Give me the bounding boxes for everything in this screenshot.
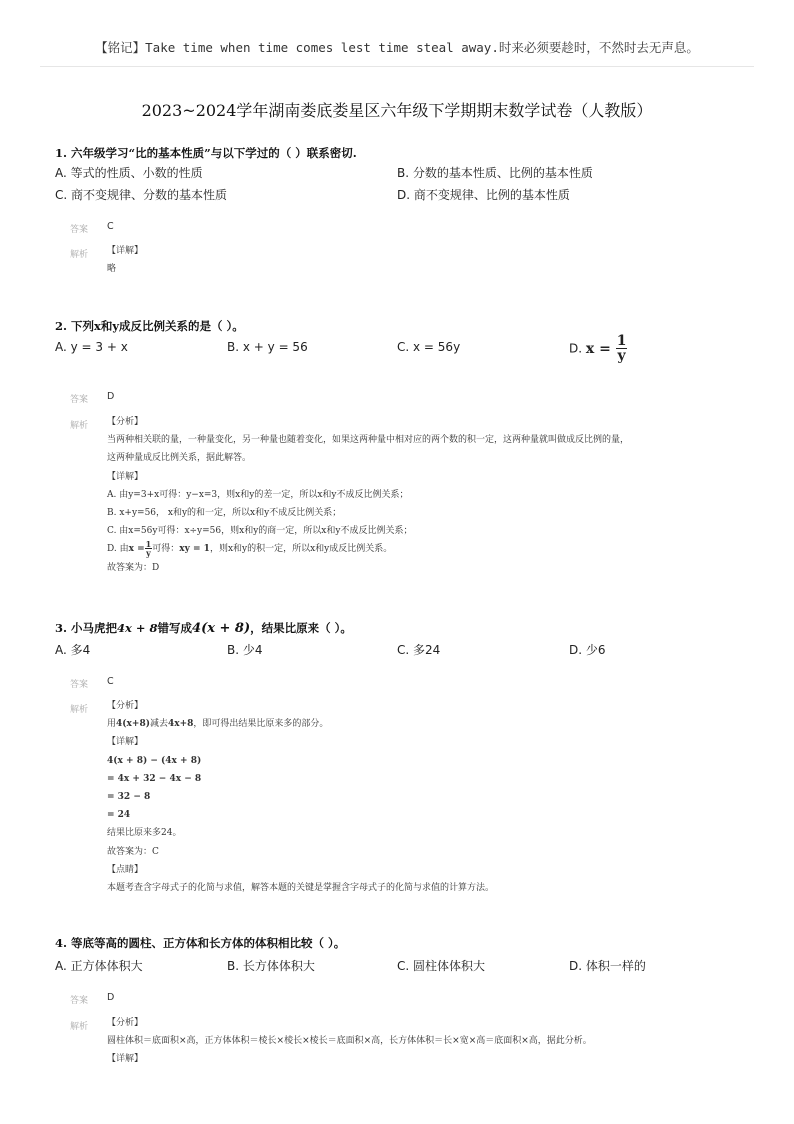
page-title: 2023~2024学年湖南娄底娄星区六年级下学期期末数学试卷（人教版）	[141, 101, 653, 120]
question-4-answer-label: 答案	[70, 996, 89, 1006]
question-1-option-c[interactable]: C. 商不变规律、分数的基本性质	[55, 188, 228, 202]
question-4-explanation: 【分析】 圆柱体积＝底面积×高，正方体体积＝棱长×棱长×棱长＝底面积×高，长方体体积＝长×宽×高＝底面积×高，据此分析。 【详解】	[107, 1018, 592, 1065]
question-4-option-d[interactable]: D. 体积一样的	[569, 959, 646, 973]
motto-header: 【铭记】Take time when time comes lest time steal away.时来必须要趁时，不然时去无声息。	[95, 40, 699, 55]
question-4-option-c[interactable]: C. 圆柱体体积大	[397, 959, 486, 973]
question-2-option-c[interactable]: C. x = 56y	[397, 340, 461, 354]
question-4-stem: 4. 等底等高的圆柱、正方体和长方体的体积相比较（ ）。	[55, 936, 346, 950]
option-d-equation: x = $\frac{1}{y}$	[585, 333, 627, 364]
question-3-analysis-label: 解析	[70, 705, 89, 715]
question-1-answer-label: 答案	[70, 225, 89, 235]
question-3-option-b[interactable]: B. 少4	[227, 643, 263, 657]
question-1-option-a[interactable]: A. 等式的性质、小数的性质	[55, 166, 203, 180]
question-4-analysis-label: 解析	[70, 1022, 89, 1032]
question-3-option-c[interactable]: C. 多24	[397, 643, 441, 657]
question-2-option-b[interactable]: B. x + y = 56	[227, 340, 308, 354]
question-1-explanation: 【详解】 略	[107, 246, 144, 275]
question-2-option-d[interactable]: D. x = $\frac{1}{y}$	[569, 333, 627, 364]
question-4-answer: D	[107, 992, 115, 1003]
question-2-analysis-label: 解析	[70, 421, 89, 431]
explanation-intro: 用4(x+8)减去4x+8，即可得出结果比原来多的部分。	[107, 719, 329, 730]
question-2-explanation: 【分析】 当两种相关联的量，一种量变化，另一种量也随着变化，如果这两种量中相对应的两个数的积一定，这两种量就叫做成反比例的量， 这两种量成反比例关系，据此解答。 【详解】 A. 由y=3+x可得：y−x=3，则x和y的差一定，所以x和y不成反比例关系； B. x+y=56， x和y的和一定，所以x和y不成反比例关系； C. 由x=56y可得：x÷y=56，则x和y的商一定，所以x和y不成反比例关系； D. 由x = $\frac{1}{y}$ 可得：xy = 1，则x和y的积一定，所以x和y成反比例关系。 故答案为：D	[107, 417, 630, 573]
question-1-analysis-label: 解析	[70, 250, 89, 260]
question-3-answer: C	[107, 676, 114, 687]
question-4-option-b[interactable]: B. 长方体体积大	[227, 959, 315, 973]
question-2-option-a[interactable]: A. y = 3 + x	[55, 340, 128, 354]
question-2-answer: D	[107, 391, 115, 402]
question-4-option-a[interactable]: A. 正方体体积大	[55, 959, 143, 973]
question-3-explanation: 【分析】 用4(x+8)减去4x+8，即可得出结果比原来多的部分。 【详解】 4(x + 8) − (4x + 8) = 4x + 32 − 4x − 8 = 32 − 8 = 24 结果比原来多24。 故答案为：C 【点睛】 本题考查含字母式子的化简与求值，解答本题的关键是掌握含字母式子的化简与求值的计算方法。	[107, 701, 495, 893]
question-3-stem: 3. 小马虎把4x + 8错写成4(x + 8)，结果比原来（ ）。	[55, 621, 352, 636]
question-3-answer-label: 答案	[70, 680, 89, 690]
question-3-option-d[interactable]: D. 少6	[569, 643, 606, 657]
question-1-answer: C	[107, 221, 114, 232]
question-2-stem: 2. 下列x和y成反比例关系的是（ ）。	[55, 319, 244, 333]
header-divider	[40, 66, 754, 67]
explanation-line-d: D. 由x = $\frac{1}{y}$ 可得：xy = 1，则x和y的积一定，所以x和y成反比例关系。	[107, 539, 393, 559]
question-3-option-a[interactable]: A. 多4	[55, 643, 91, 657]
question-1-stem: 1. 六年级学习“比的基本性质”与以下学过的（ ）联系密切.	[55, 146, 357, 160]
question-1-option-d[interactable]: D. 商不变规律、比例的基本性质	[397, 188, 570, 202]
question-2-answer-label: 答案	[70, 395, 89, 405]
question-1-option-b[interactable]: B. 分数的基本性质、比例的基本性质	[397, 166, 593, 180]
